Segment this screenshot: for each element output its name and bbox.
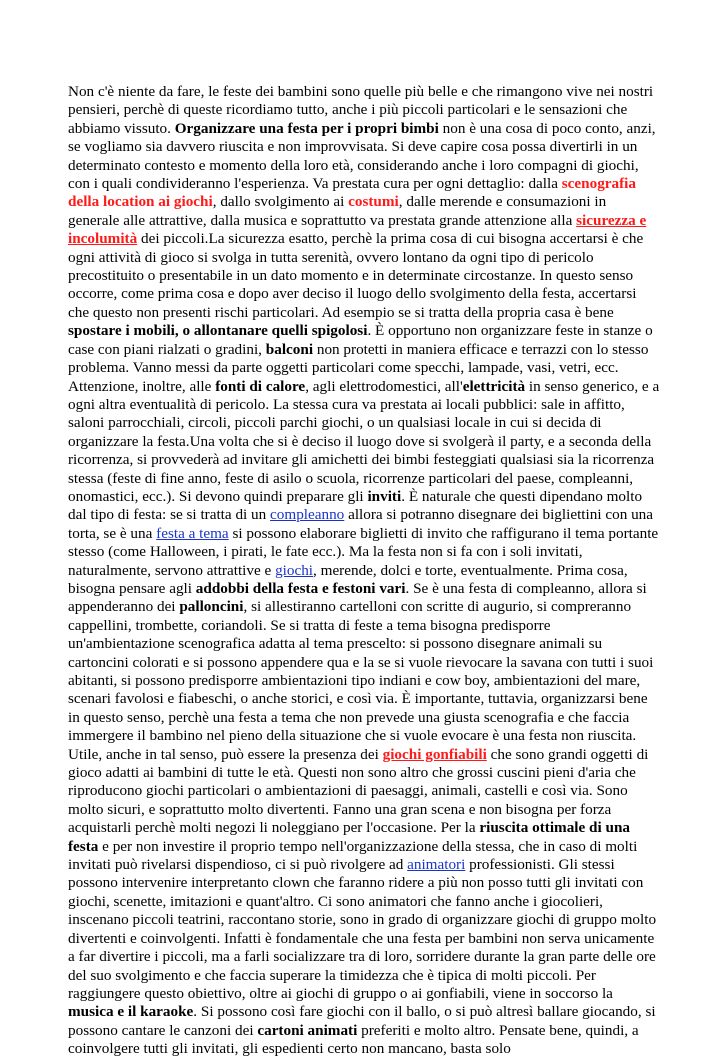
- text-run: . Se è una festa di compleanno, allora si appenderanno dei: [68, 579, 647, 616]
- text-run: . È opportuno non organizzare feste in stanze o case con piani rialzati o gradini,: [68, 322, 653, 358]
- red-highlight-phrase: scenografia della location ai giochi: [68, 175, 636, 211]
- text-run: e per non investire il proprio tempo nell'organizzazione della stessa, che in caso di molti invitati può rivelarsi dispendioso, ci si può rivolgere ad: [68, 837, 638, 874]
- text-run: professionisti. Gli stessi possono intervenire interpretanto clown che faranno ridere a più non posso tutti gli invitati con giochi, scenette, imitazioni e quant'altro. Ci sono animatori che fanno anche i giocolieri, inscenano piccoli teatrini, raccontano storie, sono in grado di organizzare giochi di gruppo molto divertenti e coinvolgenti. Infatti è fondamentale che una festa per bambini non serva unicamente a far divertire i piccoli, ma a farli socializzare tra di loro, sorridere durante la gran parte delle ore del suo svolgimento e che faccia superare la timidezza che è tipica di molti piccoli. Per raggiungere questo obiettivo, oltre ai giochi di gruppo o ai gonfiabili, viene in soccorso la: [68, 856, 657, 1002]
- bold-phrase: Organizzare una festa per i propri bimbi: [174, 119, 439, 137]
- inline-link[interactable]: compleanno: [270, 506, 345, 524]
- text-run: , dalle merende e consumazioni in generale alle attrattive, dalla musica e soprattutto va prestata grande attenzione alla: [68, 193, 607, 229]
- red-underlined-phrase: giochi gonfiabili: [382, 745, 487, 763]
- bold-phrase: addobbi della festa e festoni vari: [195, 579, 406, 597]
- text-run: che sono grandi oggetti di gioco adatti ai bambini di tutte le età. Questi non sono altro che grossi cuscini pieni d'aria che riproducono giochi particolari o ambientazioni di paesaggi, animali, castelli e così via. Sono molto sicuri, e soprattutto molto divertenti. Fanno una gran scena e non bisogna per forza acquistarli perchè molti negozi li noleggiano per l'occasione. Per la: [68, 745, 649, 837]
- text-run: Non c'è niente da fare, le feste dei bambini sono quelle più belle e che rimangono vive nei nostri pensieri, perchè di queste ricordiamo tutto, anche i più piccoli particolari e le sensazioni che abbiamo vissuto.: [68, 83, 654, 137]
- text-run: . Si possono così fare giochi con il ballo, o si può altresì ballare giocando, si possono cantare le canzoni dei: [68, 1003, 656, 1039]
- red-underlined-phrase: sicurezza e incolumità: [68, 211, 647, 248]
- text-run: , merende, dolci e torte, eventualmente. Prima cosa, bisogna pensare agli: [68, 561, 628, 597]
- text-run: in senso generico, e a ogni altra eventualità di pericolo. La stessa cura va prestata ai locali pubblici: sale in affitto, saloni parrocchiali, circoli, piccoli parchi giochi, o un qualsiasi locale in cui si decida di organizzare la festa.Una volta che si è deciso il luogo dove si svolgerà il party, e a seconda della ricorrenza, si provvederà ad invitare gli amichetti dei bimbi festeggiati qualsiasi sia la ricorrenza stessa (feste di fine anno, feste di asilo o scuola, ricorrenze particolari del paese, compleanni, onomastici, ecc.). Si devono quindi preparare gli: [68, 377, 660, 505]
- bold-phrase: riuscita ottimale di una festa: [68, 819, 630, 855]
- inline-link[interactable]: festa a tema: [156, 524, 229, 542]
- bold-phrase: palloncini: [179, 598, 244, 616]
- bold-phrase: balconi: [265, 340, 314, 358]
- text-run: , agli elettrodomestici, all': [305, 377, 463, 395]
- text-run: dei piccoli.La sicurezza esatto, perchè la prima cosa di cui bisogna accertarsi è che ogni attività di gioco si svolga in tutta serenità, ovvero lontano da ogni tipo di pericolo precostituito o presentabile in un dato momento e in determinate circostanze. In questo senso occorre, come prima cosa e dopo aver deciso il luogo dello svolgimento della festa, accertarsi che questo non presenti rischi particolari. Ad esempio se si tratta della propria casa è bene: [68, 230, 644, 321]
- text-run: si possono elaborare biglietti di invito che raffigurano il tema portante stesso (come Halloween, i pirati, le fate ecc.). Ma la festa non si fa con i soli invitati, naturalmente, servono attrattive e: [68, 524, 659, 579]
- text-run: non protetti in maniera efficace e terrazzi con lo stesso problema. Vanno messi da parte oggetti particolari come specchi, lampade, vasi, vetri, ecc. Attenzione, inoltre, alle: [68, 340, 649, 395]
- red-highlight-phrase: costumi: [348, 193, 399, 211]
- text-run: , si allestiranno cartelloni con scritte di augurio, si compreranno cappellini, trombette, coriandoli. Se si tratta di feste a tema bisogna predisporre un'ambientazione scenografica adatta al tema prescelto: si possono disegnare animali su cartoncini colorati e si possono appendere qua e la se si vuole rievocare la savana con tutti i suoi abitanti, si possono predisporre ambientazioni tipo indiani e cow boy, ambientazioni del mare, scenari favolosi e fiabeschi, o anche storici, e così via. È importante, tuttavia, organizzarsi bene in questo senso, perchè una festa a tema che non prevede una giusta scenografia e che faccia immergere il bambino nel pieno della situazione che si vuole evocare è una festa non riuscita. Utile, anche in tal senso, può essere la presenza dei: [68, 598, 654, 763]
- inline-link[interactable]: giochi: [275, 561, 314, 579]
- bold-phrase: elettricità: [462, 377, 526, 395]
- bold-phrase: musica e il karaoke: [68, 1003, 194, 1021]
- bold-phrase: cartoni animati: [257, 1021, 358, 1039]
- text-run: allora si potranno disegnare dei bigliettini con una torta, se è una: [68, 506, 654, 542]
- text-run: non è una cosa di poco conto, anzi, se vogliamo sia davvero riuscita e non improvvisata. Si deve capire cosa possa divertirli in un determinato contesto e momento della loro età, considerando anche i loro compagni di giochi, con i quali condivideranno l'esperienza. Va prestata cura per ogni dettaglio: dalla: [68, 119, 656, 193]
- bold-phrase: spostare i mobili, o allontanare quelli spigolosi: [68, 322, 368, 340]
- bold-phrase: inviti: [367, 487, 402, 505]
- bold-phrase: fonti di calore: [215, 377, 306, 395]
- text-run: , dallo svolgimento ai: [212, 193, 349, 211]
- inline-link[interactable]: animatori: [407, 856, 466, 874]
- document-page: [68, 83, 660, 1059]
- text-run: . È naturale che questi dipendano molto dal tipo di festa: se si tratta di un: [68, 487, 643, 524]
- body-paragraph: [68, 83, 660, 1059]
- text-run: preferiti e molto altro. Pensate bene, quindi, a coinvolgere tutti gli invitati, gli espedienti certo non mancano, basta solo: [68, 1021, 639, 1058]
